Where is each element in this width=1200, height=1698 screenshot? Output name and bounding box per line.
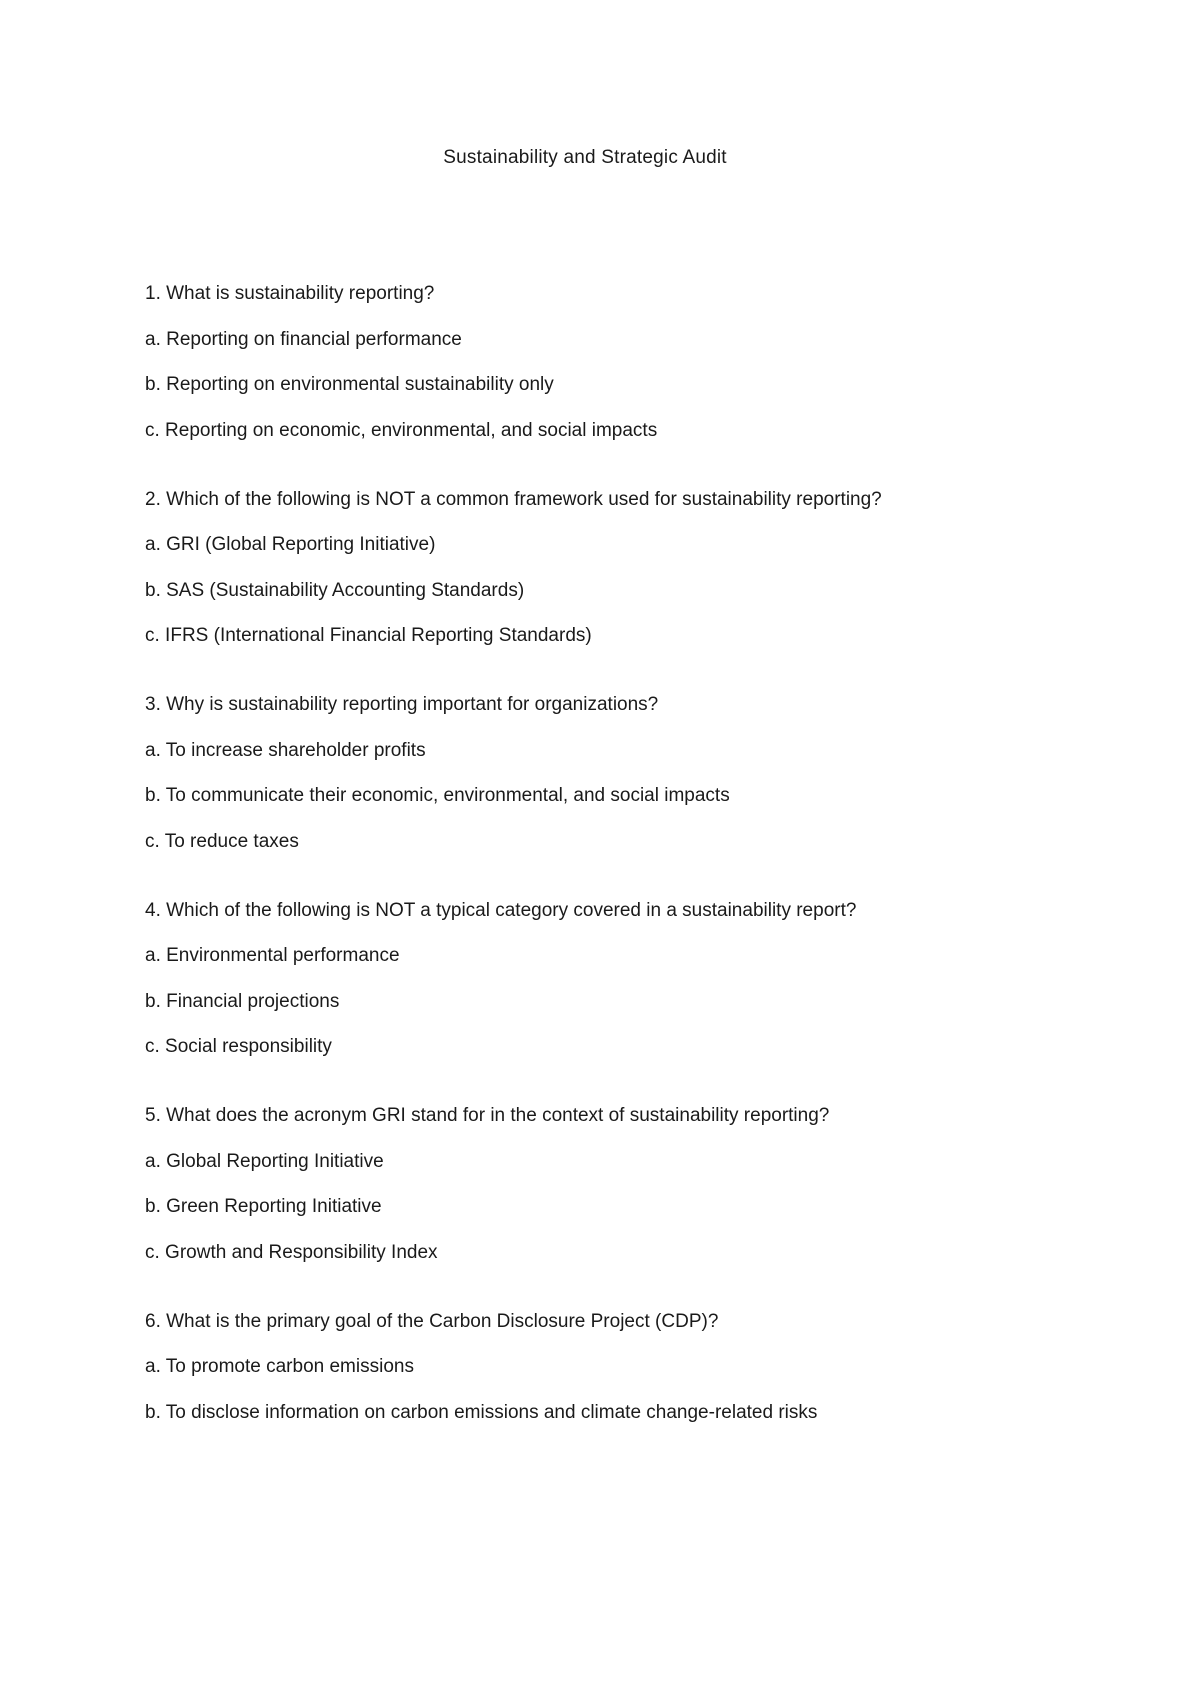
answer-option-c: c. Social responsibility [145,1036,332,1057]
answer-option-a: a. GRI (Global Reporting Initiative) [145,534,436,555]
answer-option-b: b. Green Reporting Initiative [145,1196,382,1217]
question-5 [145,1104,1145,1265]
document-title: Sustainability and Strategic Audit [443,147,727,168]
question-6 [145,1310,1145,1425]
question-4 [145,899,1145,1060]
answer-option-b: b. Financial projections [145,990,340,1012]
answer-option-b: b. Reporting on environmental sustainability only [145,374,554,395]
answer-option-b: b. SAS (Sustainability Accounting Standards) [145,579,525,601]
answer-option-c: c. Reporting on economic, environmental, and social impacts [145,419,658,441]
answer-option-a: a. Environmental performance [145,945,400,966]
answer-option-c: c. To reduce taxes [145,830,299,852]
answer-option-b: b. To disclose information on carbon emissions and climate change-related risks [145,1401,818,1423]
question-3 [145,693,1145,854]
question-1 [145,282,1145,443]
question-list [145,282,1145,1470]
question-text: 3. Why is sustainability reporting important for organizations? [145,694,659,715]
answer-option-a: a. To increase shareholder profits [145,739,426,761]
answer-option-b: b. To communicate their economic, environmental, and social impacts [145,785,730,806]
question-text: 4. Which of the following is NOT a typical category covered in a sustainability report? [145,899,857,921]
answer-option-a: a. Global Reporting Initiative [145,1150,384,1172]
answer-option-a: a. Reporting on financial performance [145,328,462,350]
question-text: 2. Which of the following is NOT a common framework used for sustainability reporting? [145,488,882,510]
answer-option-a: a. To promote carbon emissions [145,1356,414,1377]
question-2 [145,488,1145,649]
answer-option-c: c. IFRS (International Financial Reporting Standards) [145,625,592,646]
question-text: 5. What does the acronym GRI stand for in the context of sustainability reporting? [145,1105,830,1126]
answer-option-c: c. Growth and Responsibility Index [145,1241,438,1263]
question-text: 6. What is the primary goal of the Carbon Disclosure Project (CDP)? [145,1310,719,1332]
question-text: 1. What is sustainability reporting? [145,283,435,304]
